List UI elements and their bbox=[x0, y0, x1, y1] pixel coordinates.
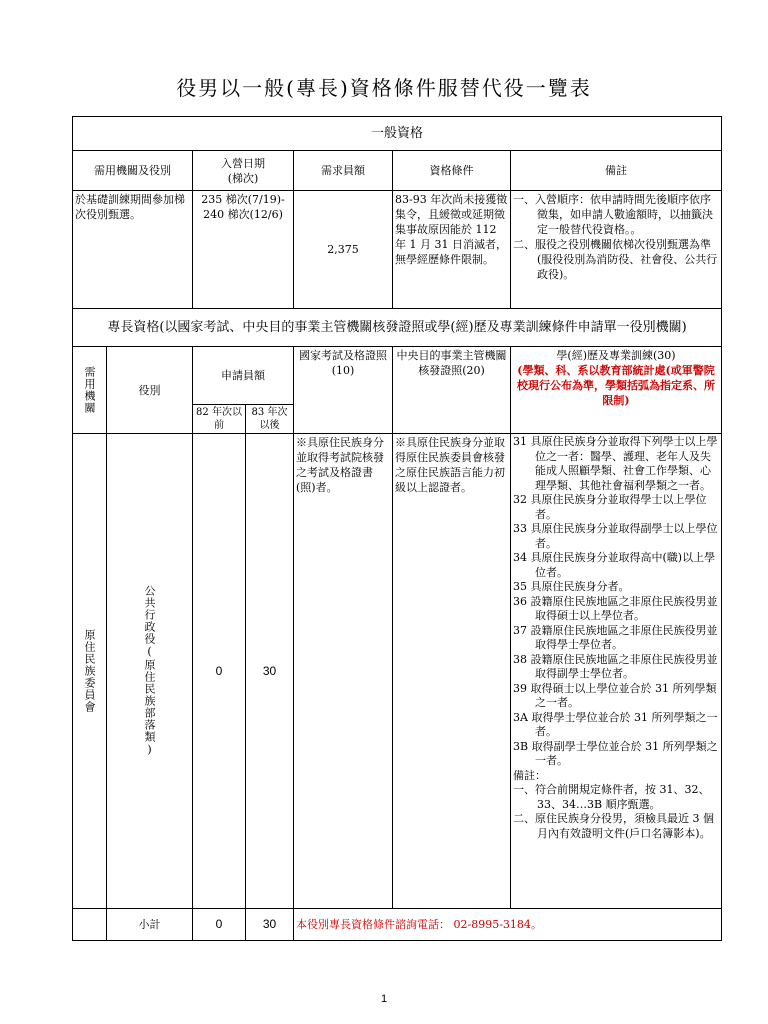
subtotal-blank bbox=[73, 909, 107, 941]
education-item: 39 取得碩士以上學位並合於 31 所列學類之一者。 bbox=[513, 681, 717, 709]
specialty-section-title: 專長資格(以國家考試、中央目的事業主管機關核發證照或學(經)歷及專業訓練條件申請單一役別機關) bbox=[73, 309, 722, 347]
general-demand-cell: 2,375 bbox=[294, 191, 393, 309]
header-specialty-agency: 需用機關 bbox=[73, 347, 107, 434]
header-quota-before: 82 年次以前 bbox=[193, 405, 246, 434]
general-remark-2: 二、服役之役別機關依梯次役別甄選為準(服役役別為消防役、社會役、公共行政役)。 bbox=[513, 238, 718, 281]
quota-after-cell: 30 bbox=[246, 434, 294, 909]
education-item: 34 具原住民族身分並取得高中(職)以上學位者。 bbox=[513, 551, 716, 579]
header-entry-date: 入營日期 (梯次) bbox=[193, 151, 294, 191]
education-item: 33 具原住民族身分並取得副學士以上學位者。 bbox=[513, 522, 718, 550]
education-item: 36 設籍原住民族地區之非原住民族役男並取得碩士以上學位者。 bbox=[513, 594, 718, 622]
subtotal-label: 小計 bbox=[107, 909, 193, 941]
phone-note: 本役別專長資格條件諮詢電話： 02-8995-3184。 bbox=[294, 909, 722, 941]
header-central-license: 中央目的事業主管機關核發證照(20) bbox=[393, 347, 511, 434]
education-notes-label: 備註： bbox=[513, 768, 546, 782]
education-item: 37 設籍原住民族地區之非原住民族役男並取得學士學位者。 bbox=[513, 623, 718, 651]
education-item: 38 設籍原住民族地區之非原住民族役男並取得副學士學位者。 bbox=[513, 652, 718, 680]
education-item: 3B 取得副學士學位並合於 31 所列學類之一者。 bbox=[513, 739, 718, 767]
subtotal-before: 0 bbox=[193, 909, 246, 941]
header-quota: 申請員額 bbox=[193, 347, 294, 405]
specialty-service-cell: 公共行政役(原住民族部落類) bbox=[107, 434, 193, 909]
general-remark-1: 一、入營順序：依申請時間先後順序依序徵集，如申請人數逾額時，以抽籤決定一般替代役資格。。 bbox=[513, 193, 713, 236]
general-remarks-cell bbox=[511, 191, 722, 309]
education-cell bbox=[511, 434, 722, 909]
education-note: 一、符合前開規定條件者，按 31、32、33、34…3B 順序甄選。 bbox=[513, 783, 710, 811]
specialty-agency-cell: 原住民族委員會 bbox=[73, 434, 107, 909]
central-license-cell: ※具原住民族身分並取得原住民族委員會核發之原住民族語言能力初級以上認證者。 bbox=[393, 434, 511, 909]
page-number: 1 bbox=[380, 993, 388, 1005]
service-table bbox=[72, 116, 722, 941]
general-qualification-cell: 83-93 年次尚未接獲徵集令，且緩徵或延期徵集事故原因能於 112 年 1 月 31 日消滅者，無學經歷條件限制。 bbox=[393, 191, 511, 309]
header-education: 學(經)歷及專業訓練(30) (學類、科、系以教育部統計處(或軍警院校現行公布為準，學類括弧為指定系、所限制) bbox=[511, 347, 722, 434]
header-national-exam: 國家考試及格證照(10) bbox=[294, 347, 393, 434]
header-agency: 需用機關及役別 bbox=[73, 151, 193, 191]
page-title: 役男以一般(專長)資格條件服替代役一覽表 bbox=[176, 76, 592, 100]
general-agency-cell: 於基礎訓練期間參加梯次役別甄選。 bbox=[73, 191, 193, 309]
header-quota-after: 83 年次以後 bbox=[246, 405, 294, 434]
education-item: 31 具原住民族身分並取得下列學士以上學位之一者：醫學、護理、老年人及失能成人照顧學類、社會工作學類、心理學類、其他社會福利學類之一者。 bbox=[513, 435, 718, 492]
education-item: 3A 取得學士學位並合於 31 所列學類之一者。 bbox=[513, 710, 718, 738]
header-qualification: 資格條件 bbox=[393, 151, 511, 191]
header-service: 役別 bbox=[107, 347, 193, 434]
general-entry-date-cell: 235 梯次(7/19)- 240 梯次(12/6) bbox=[193, 191, 294, 309]
education-header-note: (學類、科、系以教育部統計處(或軍警院校現行公布為準，學類括弧為指定系、所限制) bbox=[517, 364, 716, 407]
header-demand: 需求員額 bbox=[294, 151, 393, 191]
general-section-title: 一般資格 bbox=[73, 117, 722, 151]
subtotal-after: 30 bbox=[246, 909, 294, 941]
quota-before-cell: 0 bbox=[193, 434, 246, 909]
education-item: 32 具原住民族身分並取得學士以上學位者。 bbox=[513, 493, 707, 521]
education-note: 二、原住民族身分役男，須檢具最近 3 個月內有效證明文件(戶口名簿影本)。 bbox=[513, 812, 714, 840]
header-remarks: 備註 bbox=[511, 151, 722, 191]
national-exam-cell: ※具原住民族身分並取得考試院核發之考試及格證書(照)者。 bbox=[294, 434, 393, 909]
education-item: 35 具原住民族身分者。 bbox=[513, 580, 630, 593]
